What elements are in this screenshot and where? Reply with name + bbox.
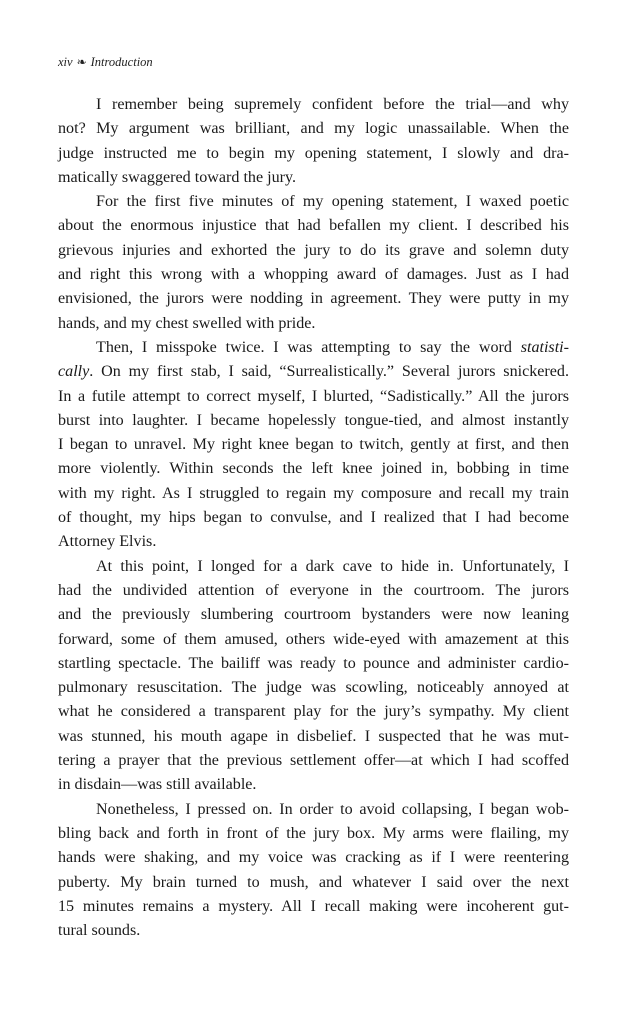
text-line: hands, and my chest swelled with pride. [58, 314, 316, 332]
text-line: Attorney Elvis. [58, 533, 157, 551]
running-head [58, 55, 153, 70]
text-line: tural sounds. [58, 922, 141, 940]
italic-word: statisti- [520, 338, 569, 356]
text-line: and right this wrong with a whopping award of damages. Just as I had [58, 266, 569, 284]
text-line: tering a prayer that the previous settlement offer—at which I had scoffed [58, 752, 569, 770]
text-line: Nonetheless, I pressed on. In order to avoid collapsing, I began wob- [96, 800, 569, 818]
text-line: burst into laughter. I became hopelessly tongue-tied, and almost instantly [58, 411, 569, 429]
text-line: matically swaggered toward the jury. [58, 168, 297, 186]
text-line: puberty. My brain turned to mush, and whatever I said over the next [58, 873, 569, 891]
text-line: Then, I misspoke twice. I was attempting to say the word statisti- [96, 338, 569, 356]
body-text [58, 93, 569, 943]
text-line: grievous injuries and exhorted the jury to do its grave and solemn duty [58, 241, 569, 259]
text-line: in disdain—was still available. [58, 776, 257, 794]
text-line: more violently. Within seconds the left knee joined in, bobbing in time [58, 460, 569, 478]
text-line: envisioned, the jurors were nodding in agreement. They were putty in my [58, 290, 569, 308]
text-line: about the enormous injustice that had befallen my client. I described his [58, 217, 569, 235]
text-line: pulmonary resuscitation. The judge was scowling, noticeably annoyed at [58, 679, 569, 697]
text-line: startling spectacle. The bailiff was ready to pounce and administer cardio- [58, 654, 569, 672]
text-line: 15 minutes remains a mystery. All I recall making were incoherent gut- [58, 897, 569, 915]
text-line: I began to unravel. My right knee began to twitch, gently at first, and then [58, 436, 569, 454]
text-line: hands were shaking, and my voice was cracking as if I were reentering [58, 849, 569, 867]
text-line: of thought, my hips began to convulse, and I realized that I had become [58, 509, 569, 527]
text-line: judge instructed me to begin my opening statement, I slowly and dra- [58, 144, 569, 162]
page-number: xiv [58, 55, 73, 69]
text-line: forward, some of them amused, others wide-eyed with amazement at this [58, 630, 569, 648]
text-line: bling back and forth in front of the jury box. My arms were flailing, my [58, 824, 569, 842]
text-line: was stunned, his mouth agape in disbelief. I suspected that he was mut- [58, 727, 569, 745]
section-title: Introduction [90, 55, 153, 69]
text-line: had the undivided attention of everyone in the courtroom. The jurors [58, 581, 569, 599]
text-line: and the previously slumbering courtroom bystanders were now leaning [58, 606, 569, 624]
fleuron-ornament-icon: ❧ [76, 55, 87, 69]
text-line: cally. On my first stab, I said, “Surrealistically.” Several jurors snickered. [58, 363, 569, 381]
text-line: I remember being supremely confident before the trial—and why [96, 96, 569, 113]
text-line: not? My argument was brilliant, and my logic unassailable. When the [58, 120, 569, 138]
italic-word: cally [58, 363, 90, 381]
text-line: In a futile attempt to correct myself, I blurted, “Sadistically.” All the jurors [58, 387, 569, 405]
text-line: with my right. As I struggled to regain my composure and recall my train [58, 484, 569, 502]
text-line: At this point, I longed for a dark cave to hide in. Unfortunately, I [96, 557, 569, 575]
text-line: what he considered a transparent play for the jury’s sympathy. My client [58, 703, 569, 721]
text-line: For the first five minutes of my opening statement, I waxed poetic [96, 193, 569, 211]
